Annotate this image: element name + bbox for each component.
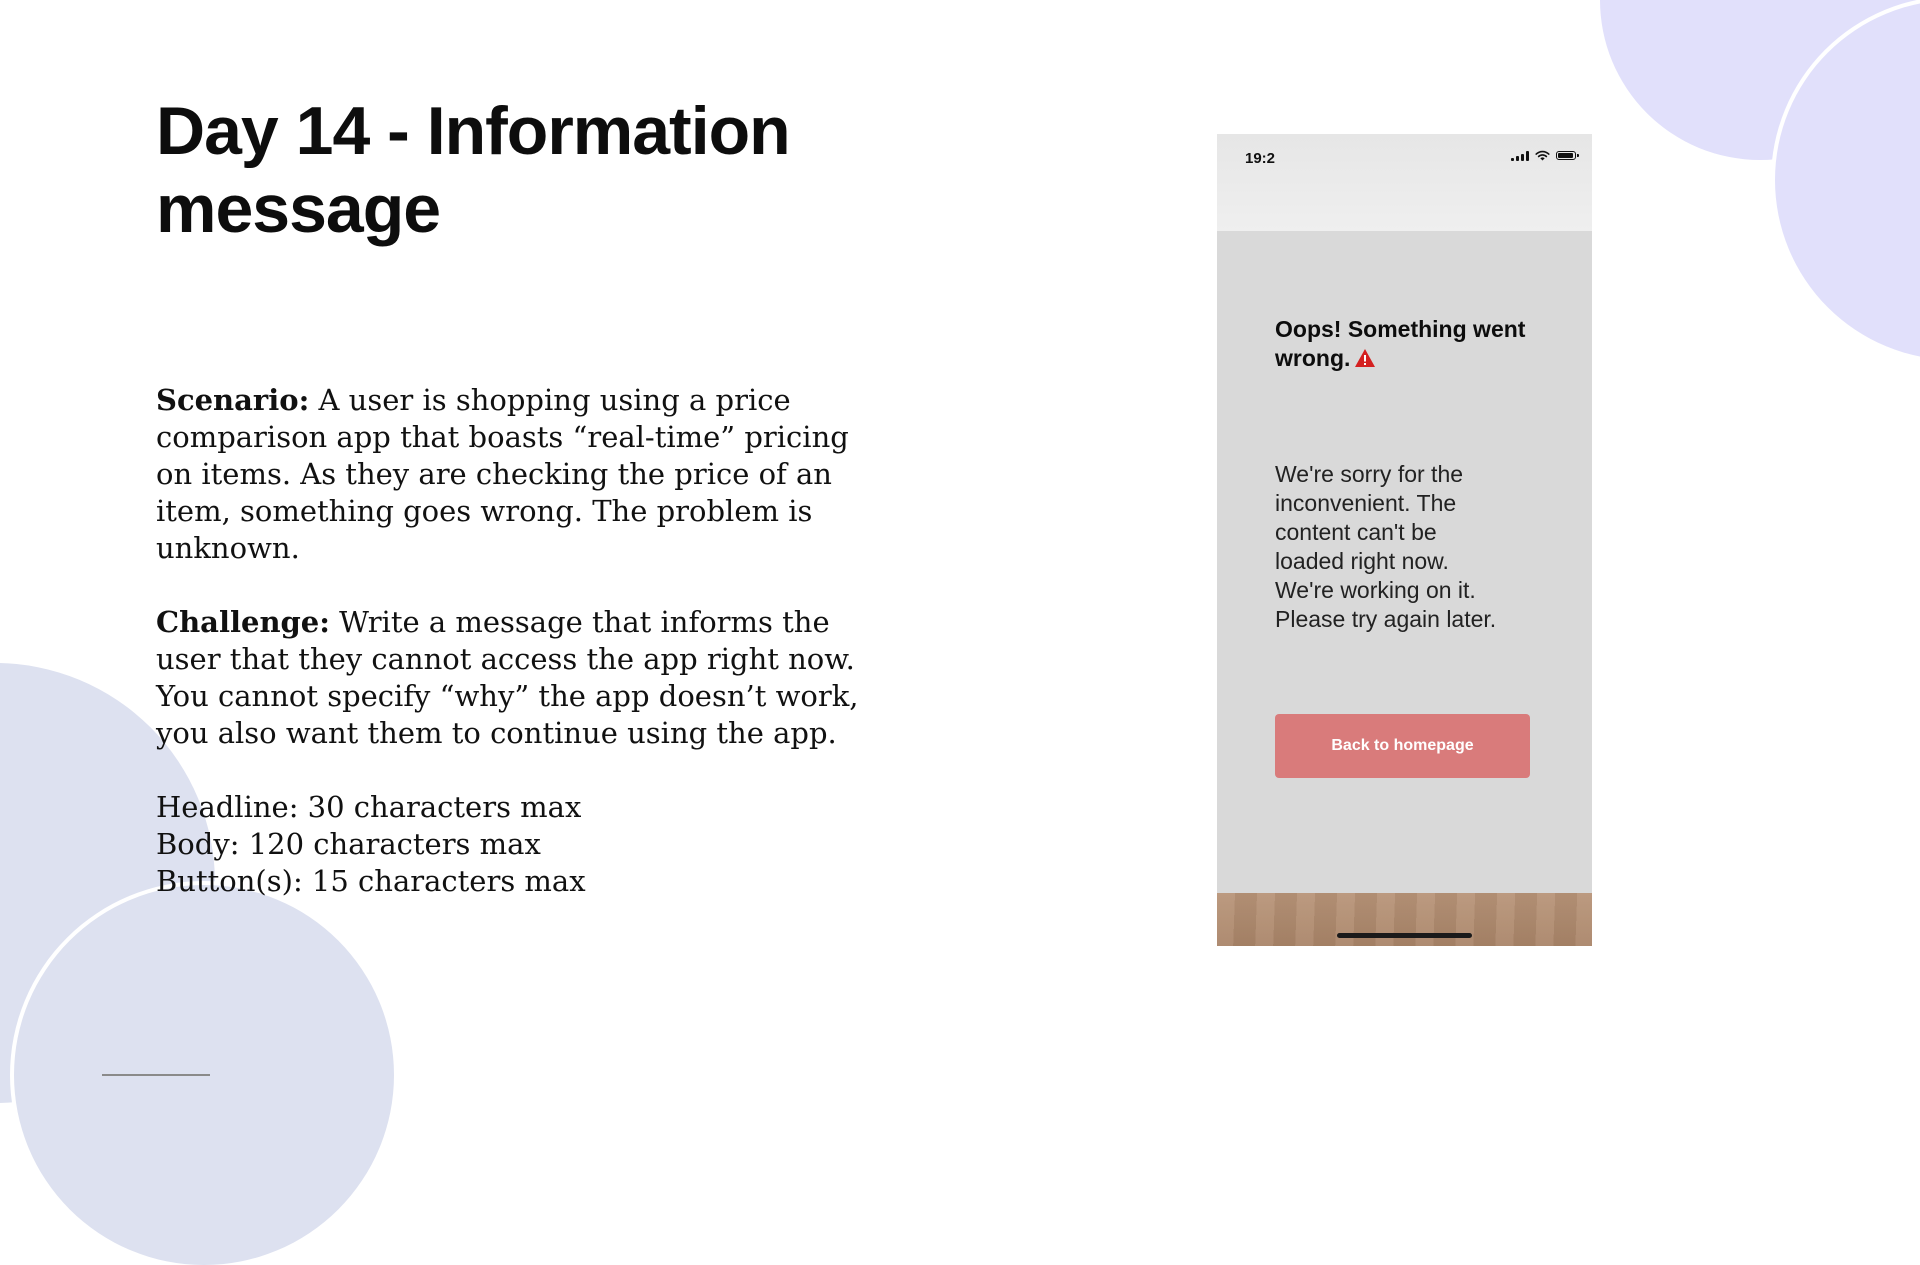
limit-headline: Headline: 30 characters max [156, 790, 582, 824]
error-body: We're sorry for the inconvenient. The content can't be loaded right now. We're working on it. Please try again later. [1275, 461, 1497, 632]
back-to-homepage-button[interactable]: Back to homepage [1275, 714, 1530, 778]
scenario-text: A user is shopping using a price comparison app that boasts “real-time” pricing on items. As they are checking the price of an item, something goes wrong. The problem is unknown. [156, 383, 849, 565]
limit-buttons: Button(s): 15 characters max [156, 864, 586, 898]
error-headline [1275, 315, 1535, 373]
phone-mockup [1217, 134, 1592, 946]
battery-icon [1556, 151, 1576, 160]
challenge-label: Challenge: [156, 605, 330, 639]
warning-icon [1354, 348, 1376, 368]
scenario-paragraph [156, 382, 876, 567]
challenge-text: Write a message that informs the user that they cannot access the app right now. You cannot specify “why” the app doesn’t work, you also want them to continue using the app. [156, 605, 859, 750]
wood-background-strip [1217, 893, 1592, 946]
challenge-paragraph [156, 604, 876, 752]
status-icons [1511, 150, 1576, 161]
status-time: 19:2 [1245, 150, 1276, 167]
slide-copy [156, 382, 876, 900]
slide-title: Day 14 - Information message [156, 93, 790, 247]
home-indicator[interactable] [1337, 933, 1472, 938]
signal-icon [1511, 151, 1529, 161]
error-headline-text: Oops! Something went wrong. [1275, 316, 1526, 371]
footer-divider [102, 1074, 210, 1076]
limit-body: Body: 120 characters max [156, 827, 541, 861]
character-limits [156, 789, 876, 900]
scenario-label: Scenario: [156, 383, 310, 417]
wifi-icon [1535, 150, 1550, 161]
status-bar [1217, 134, 1592, 231]
